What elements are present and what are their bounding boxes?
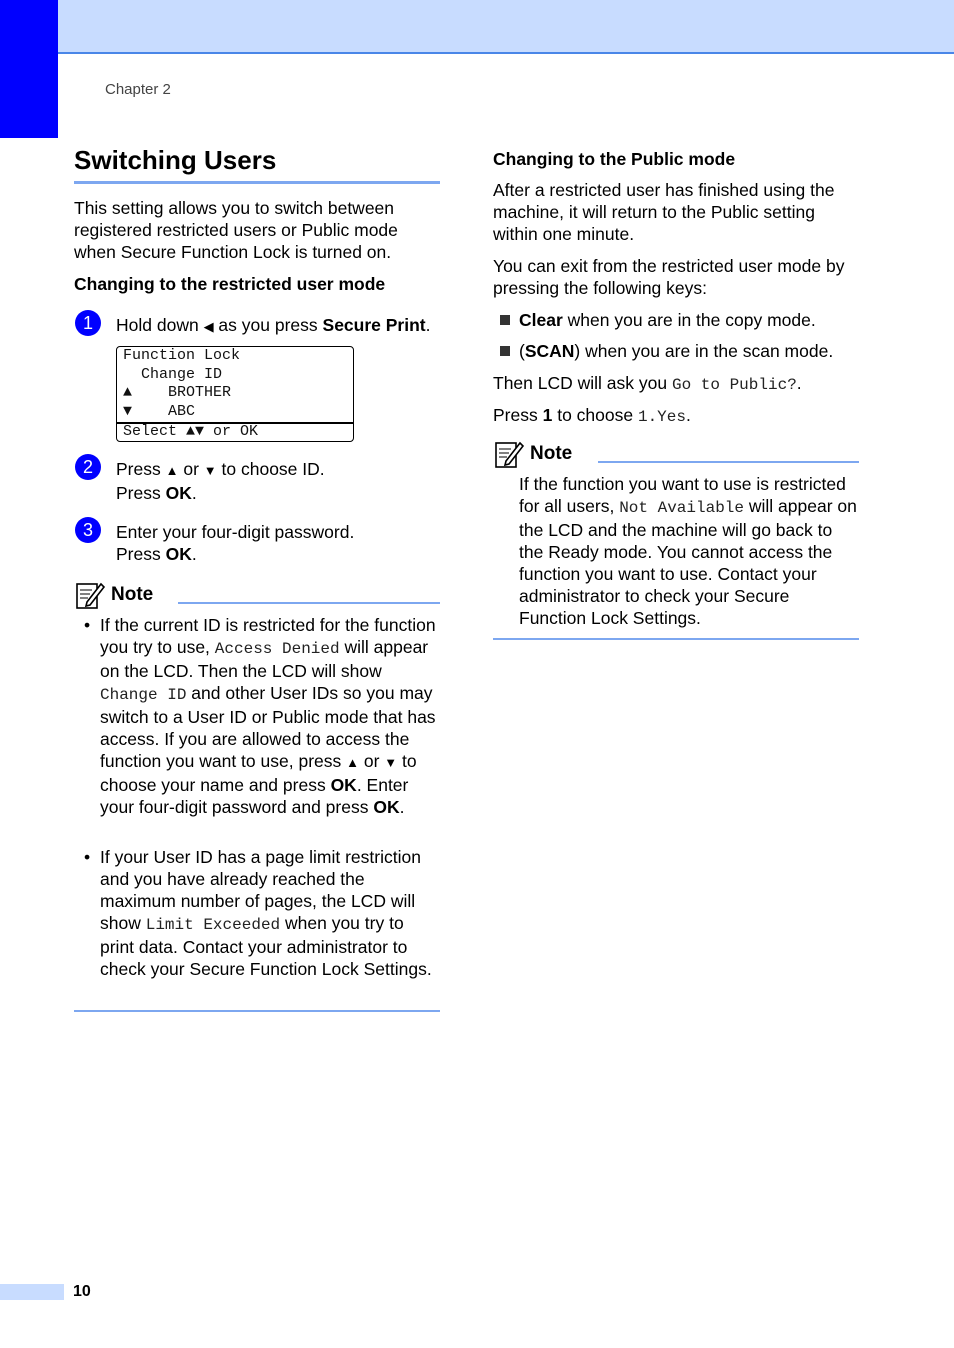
title-rule <box>74 181 440 184</box>
step-1-text-c: . <box>425 315 431 335</box>
text-span: when you try to print data. Contact your administrator to check your Secure Function Lock Settings. <box>100 913 432 979</box>
step-2-end: . <box>191 483 197 503</box>
ok-key: OK <box>165 544 192 564</box>
note-rule-right <box>598 461 859 463</box>
public-para-1: After a restricted user has finished using the machine, it will return to the Public setting within one minute. <box>493 180 835 244</box>
ok-key: OK <box>165 483 192 503</box>
bullet-dot: • <box>84 847 91 867</box>
text-span: . <box>796 373 802 393</box>
down-arrow-icon: ▼ <box>203 463 217 478</box>
scan-bullet <box>500 340 860 362</box>
lcd-line-5: Select ▲▼ or OK <box>123 423 259 440</box>
square-bullet-icon <box>500 315 510 325</box>
step-2-text-a: Press <box>116 459 166 479</box>
text-span: to choose <box>552 405 638 425</box>
public-mode-heading: Changing to the Public mode <box>493 149 736 169</box>
note-pencil-icon <box>494 439 524 469</box>
step-1-badge: 1 <box>75 310 101 336</box>
clear-bullet <box>500 309 860 331</box>
left-arrow-icon: ◀ <box>203 319 214 334</box>
step-3-press: Press <box>116 544 166 564</box>
restricted-subheading: Changing to the restricted user mode <box>74 274 386 294</box>
page-number-bar <box>0 1284 64 1300</box>
lcd-message: Access Denied <box>214 640 340 658</box>
note-pencil-icon <box>75 580 105 610</box>
step-2-badge: 2 <box>75 454 101 480</box>
step-3-text-a: Enter your four-digit password. <box>116 522 355 542</box>
lcd-message: Limit Exceeded <box>145 916 281 934</box>
step-2-or: or <box>178 459 204 479</box>
text-span: and other User IDs so you may switch to a User ID or Public mode that has access. If you are allowed to access the function you want to use, press <box>100 683 436 771</box>
ok-key: OK <box>373 797 400 817</box>
text-span: . Enter your four-digit password and press <box>100 775 409 817</box>
note-header-right <box>494 439 572 469</box>
step-3-text <box>116 521 446 565</box>
public-para-2: You can exit from the restricted user mode by pressing the following keys: <box>493 256 845 298</box>
text-span: ) when you are in the scan mode. <box>574 341 834 361</box>
lcd-line-4: ▼ ABC <box>123 403 196 420</box>
lcd-line-1: Function Lock <box>123 347 241 364</box>
text-span: will appear on the LCD. Then the LCD will show <box>100 637 429 681</box>
page-number: 10 <box>73 1283 91 1300</box>
note-bullet-2-text <box>100 846 440 980</box>
note-end-rule-right <box>493 638 859 640</box>
note-right-text <box>519 473 861 629</box>
chapter-label: Chapter 2 <box>105 81 171 98</box>
step-3-badge: 3 <box>75 517 101 543</box>
ok-key: OK <box>330 775 357 795</box>
public-para-3 <box>493 372 863 396</box>
lcd-line-2: Change ID <box>123 366 223 383</box>
public-para-4 <box>493 404 863 428</box>
note-bullet-1-text <box>100 614 440 818</box>
text-span: If your User ID has a page limit restriction and you have already reached the maximum number of pages, the LCD will show <box>100 847 421 933</box>
text-span: . <box>685 405 691 425</box>
text-span: If the current ID is restricted for the function you try to use, <box>100 615 436 657</box>
lcd-display <box>116 346 354 442</box>
text-span: or <box>359 751 385 771</box>
scan-key: SCAN <box>524 341 575 361</box>
key-1: 1 <box>542 405 553 425</box>
text-span: If the function you want to use is restricted for all users, <box>519 474 846 516</box>
secure-print-key: Secure Print <box>322 315 426 335</box>
lcd-message: Not Available <box>619 499 745 517</box>
note-title-left: Note <box>111 584 154 605</box>
text-span: will appear on the LCD and the machine will go back to the Ready mode. You cannot access the function you want to use. Contact your administrator to check your Secure Function Lock Settings. <box>519 496 857 628</box>
lcd-message: 1.Yes <box>637 408 686 426</box>
page-title: Switching Users <box>74 145 277 175</box>
step-2-text <box>116 458 446 504</box>
up-arrow-icon: ▲ <box>165 463 179 478</box>
step-2-press: Press <box>116 483 166 503</box>
text-span: when you are in the copy mode. <box>562 310 816 330</box>
note-title-right: Note <box>530 443 573 464</box>
down-arrow-icon: ▼ <box>384 755 398 770</box>
text-span: ( <box>519 341 525 361</box>
bullet-dot: • <box>84 615 91 635</box>
text-span: to choose your name and press <box>100 751 417 795</box>
note-end-rule-left <box>74 1010 440 1012</box>
step-3-end: . <box>191 544 197 564</box>
note-rule-left <box>178 602 440 604</box>
intro-paragraph: This setting allows you to switch between registered restricted users or Public mode when Secure Function Lock is turned on. <box>74 198 398 262</box>
step-1-text-b: as you press <box>213 315 323 335</box>
text-span: . <box>399 797 405 817</box>
step-1-text <box>116 314 446 338</box>
step-1-text-a: Hold down <box>116 315 204 335</box>
text-span: Then LCD will ask you <box>493 373 672 393</box>
chapter-tab <box>0 0 58 138</box>
lcd-line-3: ▲ BROTHER <box>123 384 232 401</box>
clear-key: Clear <box>519 310 563 330</box>
text-span: Press <box>493 405 543 425</box>
note-header-left <box>75 580 153 610</box>
header-bar <box>58 0 954 54</box>
up-arrow-icon: ▲ <box>346 755 359 770</box>
step-2-text-b: to choose ID. <box>216 459 325 479</box>
lcd-message: Go to Public? <box>671 376 797 394</box>
square-bullet-icon <box>500 346 510 356</box>
lcd-message: Change ID <box>100 686 187 704</box>
